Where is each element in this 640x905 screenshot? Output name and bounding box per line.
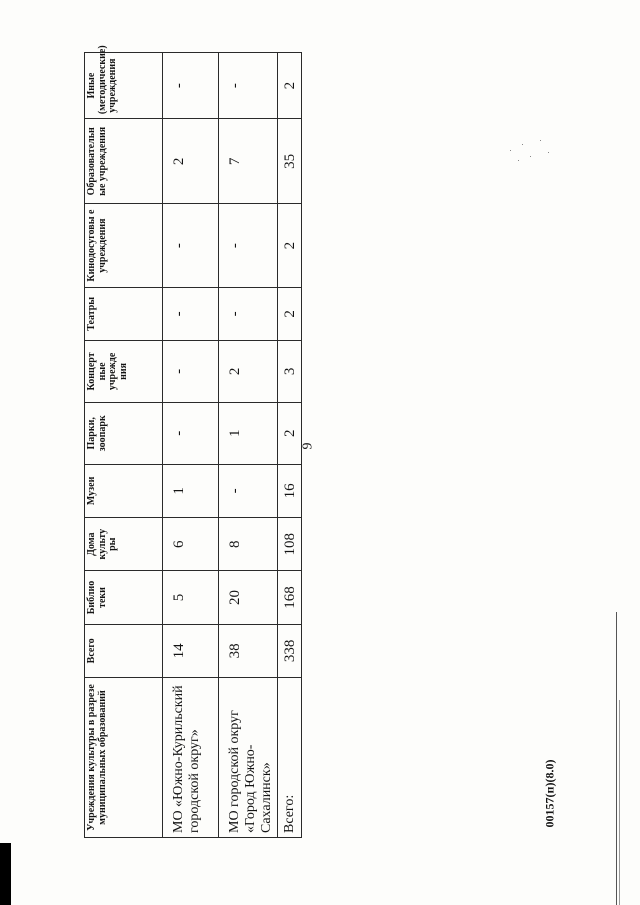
header-cell-cinema: Кинодосуговы е учреждения (85, 204, 163, 287)
page-number: 9 (300, 442, 316, 450)
table-row (163, 53, 219, 838)
table-cell: - (163, 340, 219, 402)
header-cell-educational: Образовательн ые учреждения (85, 119, 163, 204)
header-cell-total: Всего (85, 624, 163, 677)
culture-institutions-table (84, 45, 302, 838)
table-cell: 8 (219, 518, 278, 571)
table-cell: 35 (278, 119, 302, 204)
table-cell: - (219, 287, 278, 340)
table-cell: 5 (163, 571, 219, 624)
table-cell: 2 (219, 340, 278, 402)
scan-edge-bar (0, 843, 11, 905)
document-code: 00157(п)(8.0) (542, 759, 557, 828)
row-name: Всего: (278, 678, 302, 838)
table-rotated-wrapper (84, 45, 299, 838)
table-cell: - (163, 204, 219, 287)
header-cell-museums: Музеи (85, 464, 163, 517)
table-header-row (85, 53, 163, 838)
table-cell: - (163, 53, 219, 119)
table-cell: - (219, 464, 278, 517)
row-name: МО городской округ «Город Южно-Сахалинск» (219, 678, 278, 838)
table-cell: 2 (278, 53, 302, 119)
table-cell: 1 (219, 402, 278, 464)
scan-noise (500, 130, 560, 170)
header-cell-concert: Концерт ные учрежде ния (85, 340, 163, 402)
scan-edge-line (619, 700, 620, 905)
table-cell: 7 (219, 119, 278, 204)
header-cell-parks: Парки, зоопарк (85, 402, 163, 464)
table-cell: - (163, 402, 219, 464)
table-row-total (278, 53, 302, 838)
table-cell: - (219, 53, 278, 119)
table-cell: 20 (219, 571, 278, 624)
table-cell: 14 (163, 624, 219, 677)
table-cell: 6 (163, 518, 219, 571)
table-cell: 168 (278, 571, 302, 624)
table-cell: 2 (278, 204, 302, 287)
row-name: МО «Южно-Курильский городской округ» (163, 678, 219, 838)
header-cell-institutions: Учреждения культуры в разрезе муниципальных образований (85, 678, 163, 838)
header-cell-other: Иные (методические) учреждения (85, 53, 163, 119)
table-cell: 16 (278, 464, 302, 517)
table-row (219, 53, 278, 838)
header-cell-houses-of-culture: Дома культу ры (85, 518, 163, 571)
table-cell: 108 (278, 518, 302, 571)
table-cell: 3 (278, 340, 302, 402)
header-cell-libraries: Библио теки (85, 571, 163, 624)
table-cell: - (163, 287, 219, 340)
table-cell: - (219, 204, 278, 287)
scan-edge-line (616, 612, 617, 905)
table-cell: 338 (278, 624, 302, 677)
header-cell-theatres: Театры (85, 287, 163, 340)
table-cell: 2 (278, 402, 302, 464)
table-cell: 1 (163, 464, 219, 517)
table-cell: 2 (278, 287, 302, 340)
table-cell: 38 (219, 624, 278, 677)
table-cell: 2 (163, 119, 219, 204)
